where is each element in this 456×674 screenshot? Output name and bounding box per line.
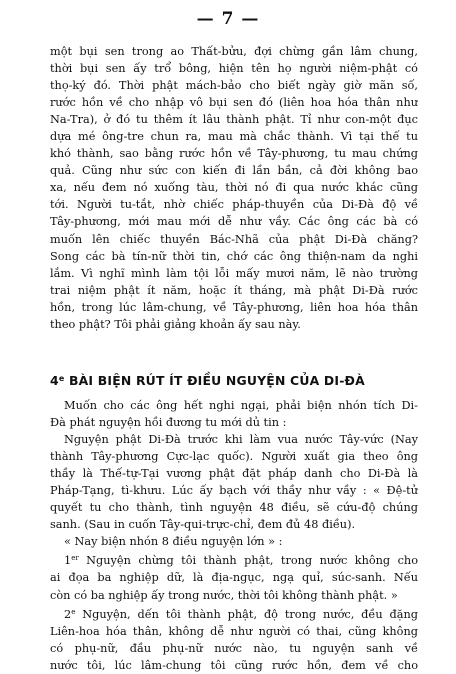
text-line: muốn lên chiếc thuyền Bác-Nhã của phật Di-Đà chăng?: [50, 232, 418, 246]
text-line: rước hồn về cho nhập vô bụi sen đó (liên hoa hóa thân như: [50, 96, 418, 110]
vow-1-line: [50, 550, 418, 569]
text-line: hồn, trong lúc lâm-chung, về Tây-phương, liên hoa hóa thân: [50, 300, 418, 314]
section-heading: [50, 373, 418, 388]
text-line: khó thành, sao bằng rước hồn về Tây-phương, tu mau chứng: [50, 147, 418, 161]
text-line: một bụi sen trong ao Thất-bửu, đợi chừng gần lâm chung,: [50, 45, 418, 58]
vow-2-number: 2: [64, 607, 72, 621]
text-line: còn có ba nghiệp ấy trong nước, thời tôi không thành phật. »: [50, 588, 398, 602]
vow-2-suffix: e: [71, 607, 76, 616]
vow-1-suffix: er: [71, 554, 79, 563]
text-line: tới. Người tu-tắt, nhờ chiếc pháp-thuyền của Di-Đà độ về: [50, 198, 418, 212]
text-line: có phụ-nữ, đầu phụ-nữ nước nào, tu nguyện sanh về: [50, 641, 418, 655]
text-line: xa, nếu đem nó xuống tàu, thời nó đi qua nước khác cũng: [50, 181, 418, 195]
text-line: lắm. Vì nghĩ mình làm tội lỗi mấy mươi năm, lẽ nào trường: [50, 266, 418, 280]
vow-1-number: 1: [64, 554, 72, 568]
vow-1-text: Nguyện chừng tôi thành phật, trong nước không cho: [86, 554, 418, 568]
text-line: Na-Tra), ở đó tu thêm ít lâu thành phật. Tỉ như con-một đục: [50, 113, 418, 127]
section-number-suffix: e: [58, 374, 65, 383]
text-line: Pháp-Tạng, tì-khưu. Lúc ấy bạch với thầy như vầy : « Đệ-tử: [50, 484, 418, 498]
text-line: theo phật? Tôi phải giảng khoản ấy sau này.: [50, 317, 301, 331]
text-line: thọ-ký đó. Thời phật mách-bảo cho biết ngày giờ mãn số,: [50, 79, 418, 93]
vow-2-line: [50, 604, 418, 623]
text-line: Nguyện phật Di-Đà trước khi làm vua nước Tây-vức (Nay: [64, 433, 418, 447]
text-line: dựa mé ông-tre chun ra, mau mà chắc thành. Vì tại thế tu: [50, 130, 418, 144]
text-line: quả. Cũng như sức con kiến đi lần bần, cả đời không bao: [50, 164, 418, 178]
text-line: nước tôi, lúc lâm-chung tôi cũng rước hồn, đem về cho: [50, 658, 418, 672]
text-line: Tây-phương, mới mau mới dễ như vầy. Các ông các bà có: [50, 215, 418, 229]
text-line: sanh. (Sau in cuốn Tây-qui-trực-chỉ, đem đủ 48 điều).: [50, 518, 356, 532]
quote-line: « Nay biện nhón 8 điều nguyện lớn » :: [64, 535, 283, 549]
text-line: Song các bà tín-nữ thời tin, chớ các ông thiện-nam da nghi: [50, 249, 418, 263]
text-line: trai niệm phật ít năm, hoặc ít tháng, mà phật Di-Đà rước: [50, 283, 418, 297]
text-line: Liên-hoa hóa thân, không dễ như người có thai, cũng không: [50, 624, 418, 638]
text-line: quyết tu cho thành, tình nguyện 48 điều, sẽ cứu-độ chúng: [50, 501, 418, 515]
vow-2-text: Nguyện, dến tôi thành phật, độ trong nước, đều đặng: [82, 607, 418, 621]
section-number: 4: [50, 373, 59, 388]
text-line: thầy là Thế-tự-Tại vương phật đặt pháp danh cho Di-Đà là: [50, 467, 418, 481]
text-line: thành Tây-phương Cực-lạc quốc). Người xuất gia theo ông: [50, 450, 418, 464]
text-line: Đà phát nguyện hồi đương tu mới dủ tin :: [50, 416, 287, 430]
paragraph-continued: [50, 43, 418, 333]
section-body: [50, 397, 418, 674]
section-title: BÀI BIỆN RÚT ÍT ĐIỀU NGUYỆN CỦA DI-ĐÀ: [68, 373, 365, 388]
page-number: — 7 —: [196, 9, 260, 29]
text-line: Muốn cho các ông hết nghi ngại, phải biện nhón tích Di-: [64, 399, 418, 412]
text-line: ai đọa ba nghiệp dữ, là địa-ngục, ngạ quỉ, súc-sanh. Nếu: [50, 571, 418, 585]
text-line: thời bụi sen ấy trổ bông, hiện tên họ người niệm-phật có: [50, 62, 418, 76]
